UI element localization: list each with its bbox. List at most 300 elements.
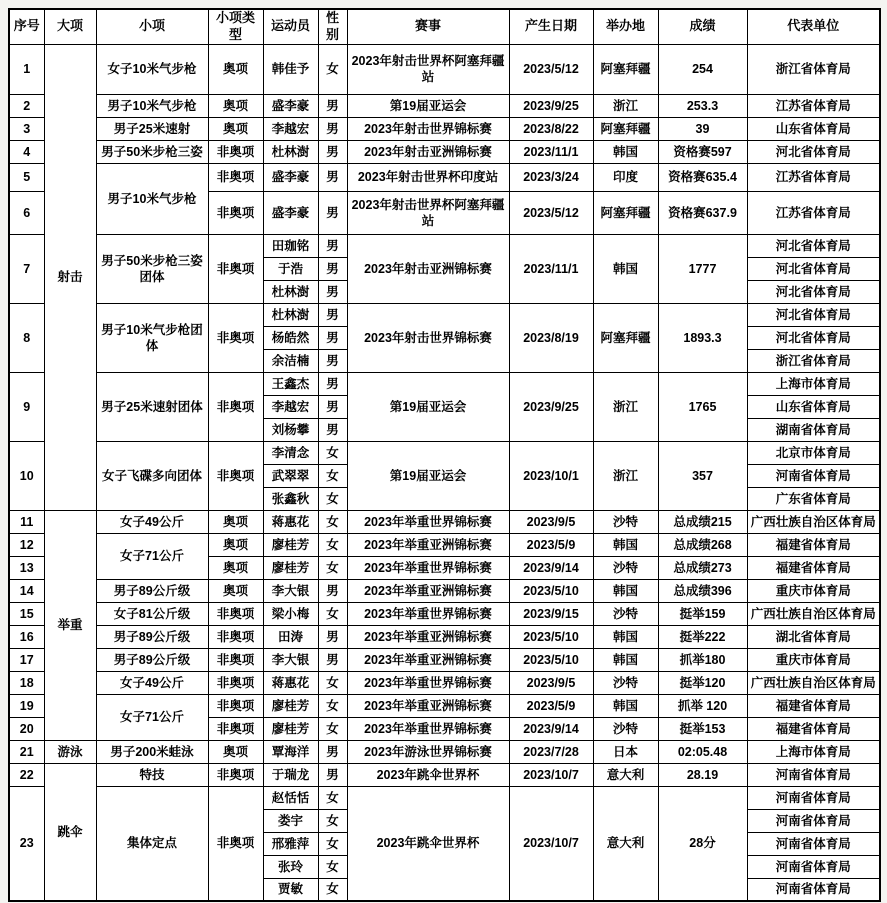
table-cell: 男 [318,191,347,234]
table-cell: 奥项 [208,533,263,556]
table-cell: 福建省体育局 [747,533,880,556]
table-cell: 2023/3/24 [509,163,593,191]
table-cell: 男子10米气步枪团体 [96,303,208,372]
table-row [9,579,880,602]
table-cell: 李越宏 [263,395,318,418]
table-cell: 1765 [658,372,747,441]
table-cell: 河北省体育局 [747,280,880,303]
col-header-result: 成绩 [658,9,747,44]
table-cell: 2023年射击世界杯阿塞拜疆站 [347,44,509,94]
table-cell: 非奥项 [208,441,263,510]
table-cell: 6 [9,191,44,234]
table-cell: 男子25米速射团体 [96,372,208,441]
table-cell: 日本 [593,740,658,763]
table-cell: 2023/8/19 [509,303,593,372]
table-cell: 山东省体育局 [747,395,880,418]
table-cell: 张玲 [263,855,318,878]
table-cell: 14 [9,579,44,602]
table-cell: 男 [318,326,347,349]
table-cell: 男 [318,349,347,372]
table-row [9,648,880,671]
table-cell: 盛李豪 [263,94,318,117]
table-cell: 男 [318,395,347,418]
table-cell: 河南省体育局 [747,878,880,901]
table-cell: 2023年游泳世界锦标赛 [347,740,509,763]
table-cell: 28分 [658,786,747,901]
table-cell: 2023年举重亚洲锦标赛 [347,579,509,602]
table-row [9,533,880,556]
table-cell: 非奥项 [208,372,263,441]
table-cell: 男子200米蛙泳 [96,740,208,763]
table-cell: 21 [9,740,44,763]
header-row [9,9,880,44]
table-cell: 39 [658,117,747,140]
table-cell: 男 [318,257,347,280]
table-cell: 李大银 [263,579,318,602]
table-cell: 3 [9,117,44,140]
table-cell: 02:05.48 [658,740,747,763]
table-cell: 5 [9,163,44,191]
table-cell: 女 [318,487,347,510]
table-cell: 贾敏 [263,878,318,901]
table-cell: 福建省体育局 [747,694,880,717]
table-cell: 女子49公斤 [96,510,208,533]
table-cell: 李清念 [263,441,318,464]
table-cell: 女子81公斤级 [96,602,208,625]
table-cell: 非奥项 [208,625,263,648]
table-cell: 奥项 [208,44,263,94]
table-cell: 湖南省体育局 [747,418,880,441]
table-cell: 总成绩215 [658,510,747,533]
table-cell: 男子50米步枪三姿 [96,140,208,163]
table-cell: 阿塞拜疆 [593,44,658,94]
table-cell: 2023年跳伞世界杯 [347,763,509,786]
table-row [9,94,880,117]
table-cell: 19 [9,694,44,717]
table-cell: 2023/5/10 [509,579,593,602]
table-cell: 2023/9/25 [509,372,593,441]
table-row [9,510,880,533]
table-cell: 2023年举重亚洲锦标赛 [347,625,509,648]
table-row [9,602,880,625]
table-cell: 男 [318,280,347,303]
table-cell: 2023/9/5 [509,671,593,694]
table-cell: 资格赛635.4 [658,163,747,191]
table-cell: 2023/9/15 [509,602,593,625]
table-row [9,671,880,694]
col-header-venue: 举办地 [593,9,658,44]
table-cell: 2023年举重亚洲锦标赛 [347,694,509,717]
table-cell: 上海市体育局 [747,372,880,395]
table-cell: 男 [318,648,347,671]
table-cell: 11 [9,510,44,533]
table-cell: 7 [9,234,44,303]
table-row [9,234,880,257]
table-cell: 沙特 [593,602,658,625]
table-cell: 非奥项 [208,786,263,901]
col-header-event-type: 小项类型 [208,9,263,44]
table-cell: 廖桂芳 [263,556,318,579]
table-cell: 韩国 [593,648,658,671]
table-header [9,9,880,44]
table-cell: 女子49公斤 [96,671,208,694]
table-cell: 2 [9,94,44,117]
table-cell: 李越宏 [263,117,318,140]
table-cell: 杜林澍 [263,303,318,326]
table-cell: 刘杨攀 [263,418,318,441]
table-cell: 2023/9/5 [509,510,593,533]
table-cell: 赵恬恬 [263,786,318,809]
table-cell: 女 [318,44,347,94]
table-cell: 杜林澍 [263,140,318,163]
table-cell: 2023/5/10 [509,625,593,648]
table-cell: 女 [318,855,347,878]
table-cell: 抓举180 [658,648,747,671]
records-table [8,8,881,902]
table-cell: 奥项 [208,94,263,117]
table-cell: 男子10米气步枪 [96,94,208,117]
table-cell: 2023/7/28 [509,740,593,763]
table-cell: 王鑫杰 [263,372,318,395]
table-cell: 非奥项 [208,234,263,303]
table-cell: 廖桂芳 [263,694,318,717]
table-cell: 特技 [96,763,208,786]
table-cell: 韩国 [593,694,658,717]
table-cell: 蒋惠花 [263,510,318,533]
table-cell: 男子89公斤级 [96,625,208,648]
table-cell: 浙江 [593,372,658,441]
table-cell: 男 [318,625,347,648]
table-cell: 韩国 [593,140,658,163]
table-cell: 2023年射击世界锦标赛 [347,117,509,140]
table-cell: 第19届亚运会 [347,94,509,117]
table-cell: 覃海洋 [263,740,318,763]
table-row [9,372,880,395]
table-cell: 盛李豪 [263,191,318,234]
table-cell: 女 [318,717,347,740]
table-row [9,694,880,717]
table-cell: 女 [318,533,347,556]
table-cell: 女子飞碟多向团体 [96,441,208,510]
table-cell: 254 [658,44,747,94]
table-cell: 357 [658,441,747,510]
table-cell: 杜林澍 [263,280,318,303]
table-cell: 253.3 [658,94,747,117]
table-cell: 2023年射击亚洲锦标赛 [347,234,509,303]
table-row [9,625,880,648]
table-cell: 女子71公斤 [96,694,208,740]
table-row [9,163,880,191]
table-cell: 田珈铭 [263,234,318,257]
table-cell: 2023年射击世界杯印度站 [347,163,509,191]
table-cell: 女 [318,786,347,809]
table-cell: 于浩 [263,257,318,280]
table-cell: 浙江 [593,441,658,510]
table-cell: 印度 [593,163,658,191]
table-cell: 女 [318,832,347,855]
table-cell: 17 [9,648,44,671]
table-cell: 男子10米气步枪 [96,163,208,234]
table-cell: 河南省体育局 [747,464,880,487]
table-cell: 2023/9/14 [509,556,593,579]
table-cell: 阿塞拜疆 [593,303,658,372]
col-header-competition: 赛事 [347,9,509,44]
table-cell: 资格赛597 [658,140,747,163]
table-cell: 女子71公斤 [96,533,208,579]
table-cell: 蒋惠花 [263,671,318,694]
table-cell: 江苏省体育局 [747,163,880,191]
table-cell: 女 [318,671,347,694]
table-cell: 非奥项 [208,671,263,694]
table-cell: 12 [9,533,44,556]
table-cell: 盛李豪 [263,163,318,191]
table-row [9,303,880,326]
table-cell: 2023/5/10 [509,648,593,671]
table-cell: 23 [9,786,44,901]
table-cell: 广西壮族自治区体育局 [747,671,880,694]
table-cell: 江苏省体育局 [747,94,880,117]
table-cell: 非奥项 [208,717,263,740]
table-cell: 2023/8/22 [509,117,593,140]
table-cell: 挺举159 [658,602,747,625]
table-cell: 男 [318,372,347,395]
table-cell: 男 [318,140,347,163]
table-cell: 2023/5/9 [509,694,593,717]
table-cell: 女 [318,464,347,487]
table-cell: 2023年跳伞世界杯 [347,786,509,901]
table-cell: 2023年举重世界锦标赛 [347,671,509,694]
table-cell: 广西壮族自治区体育局 [747,602,880,625]
table-cell: 河北省体育局 [747,303,880,326]
table-cell: 男 [318,418,347,441]
table-cell: 男子25米速射 [96,117,208,140]
table-cell: 广西壮族自治区体育局 [747,510,880,533]
table-cell: 阿塞拜疆 [593,117,658,140]
table-cell: 8 [9,303,44,372]
table-cell: 奥项 [208,510,263,533]
table-cell: 9 [9,372,44,441]
table-cell: 16 [9,625,44,648]
table-cell: 湖北省体育局 [747,625,880,648]
table-cell: 跳伞 [44,763,96,901]
table-cell: 福建省体育局 [747,717,880,740]
table-cell: 广东省体育局 [747,487,880,510]
table-cell: 河南省体育局 [747,832,880,855]
table-cell: 资格赛637.9 [658,191,747,234]
table-cell: 男子89公斤级 [96,579,208,602]
col-header-seq: 序号 [9,9,44,44]
table-cell: 男 [318,579,347,602]
table-cell: 余洁楠 [263,349,318,372]
table-cell: 集体定点 [96,786,208,901]
table-cell: 非奥项 [208,140,263,163]
table-cell: 抓举 120 [658,694,747,717]
table-cell: 非奥项 [208,191,263,234]
table-cell: 福建省体育局 [747,556,880,579]
table-cell: 1 [9,44,44,94]
table-cell: 2023/10/7 [509,786,593,901]
table-cell: 女 [318,441,347,464]
table-cell: 2023/9/14 [509,717,593,740]
table-cell: 2023/10/7 [509,763,593,786]
table-body [9,44,880,901]
table-cell: 重庆市体育局 [747,579,880,602]
table-cell: 男 [318,234,347,257]
table-cell: 韩国 [593,625,658,648]
table-cell: 20 [9,717,44,740]
table-cell: 2023/5/9 [509,533,593,556]
table-cell: 挺举153 [658,717,747,740]
table-cell: 女 [318,602,347,625]
table-cell: 1893.3 [658,303,747,372]
table-cell: 2023年射击世界杯阿塞拜疆站 [347,191,509,234]
table-cell: 4 [9,140,44,163]
table-cell: 非奥项 [208,163,263,191]
table-cell: 女 [318,809,347,832]
col-header-event: 小项 [96,9,208,44]
table-cell: 总成绩268 [658,533,747,556]
table-cell: 浙江 [593,94,658,117]
table-cell: 邢雅萍 [263,832,318,855]
table-cell: 意大利 [593,763,658,786]
table-row [9,441,880,464]
table-row [9,44,880,94]
table-cell: 非奥项 [208,648,263,671]
table-cell: 奥项 [208,740,263,763]
table-row [9,740,880,763]
table-cell: 奥项 [208,579,263,602]
table-cell: 廖桂芳 [263,717,318,740]
table-cell: 娄宇 [263,809,318,832]
table-cell: 2023/5/12 [509,44,593,94]
table-cell: 18 [9,671,44,694]
table-cell: 第19届亚运会 [347,372,509,441]
table-cell: 2023/11/1 [509,140,593,163]
table-cell: 游泳 [44,740,96,763]
table-row [9,140,880,163]
table-cell: 河南省体育局 [747,763,880,786]
table-cell: 非奥项 [208,602,263,625]
table-cell: 总成绩396 [658,579,747,602]
col-header-unit: 代表单位 [747,9,880,44]
table-cell: 28.19 [658,763,747,786]
table-cell: 女 [318,878,347,901]
table-cell: 河南省体育局 [747,855,880,878]
table-cell: 奥项 [208,117,263,140]
table-cell: 武翠翠 [263,464,318,487]
table-cell: 奥项 [208,556,263,579]
table-cell: 韩佳予 [263,44,318,94]
table-cell: 河南省体育局 [747,786,880,809]
table-cell: 挺举222 [658,625,747,648]
table-cell: 2023年射击亚洲锦标赛 [347,140,509,163]
table-cell: 男子50米步枪三姿团体 [96,234,208,303]
table-cell: 男 [318,117,347,140]
table-cell: 梁小梅 [263,602,318,625]
table-cell: 2023/11/1 [509,234,593,303]
table-cell: 阿塞拜疆 [593,191,658,234]
table-cell: 2023年举重世界锦标赛 [347,717,509,740]
table-cell: 10 [9,441,44,510]
table-row [9,763,880,786]
table-cell: 2023年举重亚洲锦标赛 [347,533,509,556]
table-cell: 男 [318,740,347,763]
table-cell: 非奥项 [208,694,263,717]
table-cell: 江苏省体育局 [747,191,880,234]
table-cell: 河北省体育局 [747,257,880,280]
table-cell: 男子89公斤级 [96,648,208,671]
table-cell: 举重 [44,510,96,740]
table-cell: 意大利 [593,786,658,901]
table-cell: 河南省体育局 [747,809,880,832]
table-cell: 女 [318,556,347,579]
table-cell: 挺举120 [658,671,747,694]
table-cell: 2023年举重世界锦标赛 [347,510,509,533]
table-row [9,117,880,140]
table-cell: 韩国 [593,533,658,556]
table-cell: 男 [318,94,347,117]
table-cell: 男 [318,763,347,786]
table-cell: 浙江省体育局 [747,44,880,94]
table-cell: 1777 [658,234,747,303]
table-cell: 15 [9,602,44,625]
table-cell: 沙特 [593,717,658,740]
table-cell: 浙江省体育局 [747,349,880,372]
table-cell: 李大银 [263,648,318,671]
table-cell: 2023/5/12 [509,191,593,234]
table-cell: 女 [318,694,347,717]
table-cell: 于瑞龙 [263,763,318,786]
col-header-athlete: 运动员 [263,9,318,44]
table-cell: 非奥项 [208,303,263,372]
table-cell: 重庆市体育局 [747,648,880,671]
table-cell: 沙特 [593,510,658,533]
col-header-gender: 性别 [318,9,347,44]
table-cell: 沙特 [593,671,658,694]
table-cell: 第19届亚运会 [347,441,509,510]
table-cell: 22 [9,763,44,786]
col-header-date: 产生日期 [509,9,593,44]
table-cell: 田涛 [263,625,318,648]
table-cell: 杨皓然 [263,326,318,349]
table-cell: 2023/10/1 [509,441,593,510]
table-cell: 河北省体育局 [747,234,880,257]
table-cell: 河北省体育局 [747,140,880,163]
table-cell: 男 [318,163,347,191]
table-cell: 2023年举重世界锦标赛 [347,602,509,625]
table-cell: 山东省体育局 [747,117,880,140]
table-cell: 张鑫秋 [263,487,318,510]
table-row [9,786,880,809]
table-cell: 廖桂芳 [263,533,318,556]
table-cell: 非奥项 [208,763,263,786]
table-cell: 2023年举重世界锦标赛 [347,556,509,579]
table-cell: 上海市体育局 [747,740,880,763]
table-cell: 总成绩273 [658,556,747,579]
table-cell: 男 [318,303,347,326]
table-cell: 2023年举重亚洲锦标赛 [347,648,509,671]
table-cell: 女 [318,510,347,533]
table-cell: 沙特 [593,556,658,579]
table-cell: 北京市体育局 [747,441,880,464]
table-cell: 河北省体育局 [747,326,880,349]
table-cell: 2023年射击世界锦标赛 [347,303,509,372]
table-cell: 2023/9/25 [509,94,593,117]
table-cell: 韩国 [593,234,658,303]
table-cell: 韩国 [593,579,658,602]
table-cell: 13 [9,556,44,579]
table-cell: 女子10米气步枪 [96,44,208,94]
